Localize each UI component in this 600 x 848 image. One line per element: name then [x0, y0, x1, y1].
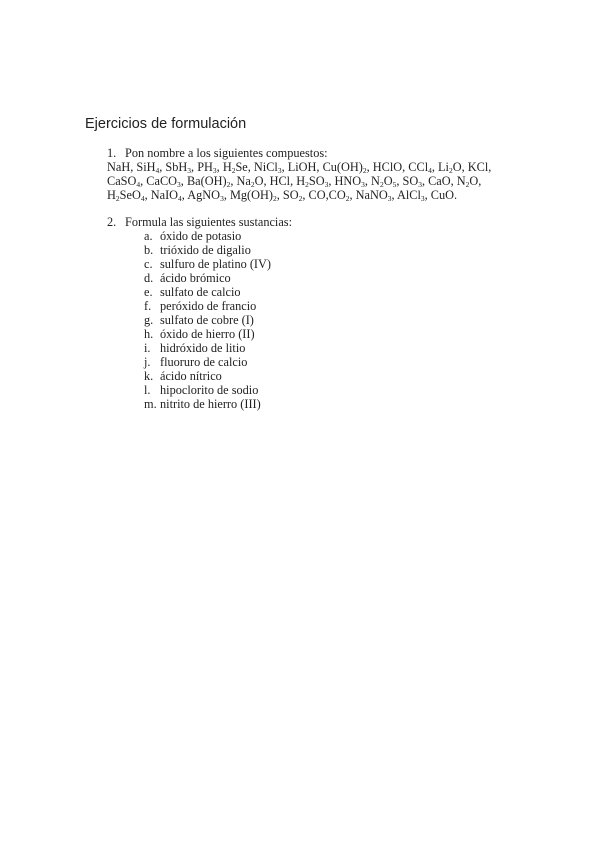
list-item [144, 327, 292, 341]
subscript: 3 [324, 180, 329, 189]
subscript: 4 [178, 194, 182, 203]
item-text: ácido nítrico [160, 369, 222, 383]
subscript: 3 [418, 180, 422, 189]
exercise-1-instruction: Pon nombre a los siguientes compuestos: [125, 146, 328, 160]
list-item [144, 285, 292, 299]
subscript: 5 [392, 180, 397, 189]
item-letter: a. [144, 229, 153, 243]
subscript: 3 [212, 166, 217, 175]
item-text: ácido brómico [160, 271, 231, 285]
subscript: 2 [305, 180, 309, 189]
list-item [144, 369, 292, 383]
item-letter: g. [144, 313, 154, 327]
item-letter: j. [144, 355, 151, 369]
subscript: 3 [387, 194, 392, 203]
item-letter: f. [144, 299, 152, 313]
item-text: trióxido de digalio [160, 243, 251, 257]
subscript: 2 [298, 194, 303, 203]
item-text: óxido de hierro (II) [160, 327, 255, 341]
subscript: 2 [273, 194, 277, 203]
subscript: 4 [155, 166, 160, 175]
list-item [144, 271, 292, 285]
subscript: 3 [361, 180, 365, 189]
list-item [144, 383, 292, 397]
list-item [144, 341, 292, 355]
list-item [144, 257, 292, 271]
item-text: peróxido de francio [160, 299, 257, 313]
list-item [144, 243, 292, 257]
item-text: nitrito de hierro (III) [160, 397, 261, 411]
item-letter: b. [144, 243, 154, 257]
subscript: 4 [140, 194, 145, 203]
item-text: sulfato de cobre (I) [160, 313, 254, 327]
item-letter: e. [144, 285, 153, 299]
item-letter: k. [144, 369, 154, 383]
item-letter: d. [144, 271, 154, 285]
subscript: 2 [226, 180, 231, 189]
item-letter: l. [144, 383, 151, 397]
compound-list [107, 160, 491, 202]
subscript: 3 [420, 194, 425, 203]
subscript: 2 [231, 166, 236, 175]
subscript: 2 [465, 180, 470, 189]
exercise-2-number: 2. [107, 215, 117, 229]
subscript: 4 [428, 166, 432, 175]
list-item [144, 299, 292, 313]
item-letter: i. [144, 341, 151, 355]
exercise-2-instruction: Formula las siguientes sustancias: [125, 215, 293, 229]
subscript: 4 [136, 180, 141, 189]
item-text: sulfuro de platino (IV) [160, 257, 271, 271]
subscript: 2 [379, 180, 384, 189]
subscript: 3 [220, 194, 224, 203]
page-title: Ejercicios de formulación [85, 116, 247, 132]
item-text: sulfato de calcio [160, 285, 241, 299]
list-item [144, 397, 292, 411]
compound-line: $H_2SeO_4$, NaIO$_4$, AgNO$_3$, $Mg(OH)_2$, $SO_2$, $CO,CO_2$, NaNO$_3$, AlCl$_3$, CuO. [107, 188, 458, 203]
list-item [144, 229, 292, 243]
subscript: 2 [345, 194, 350, 203]
item-letter: m. [144, 397, 157, 411]
subscript: 3 [187, 166, 192, 175]
subscript: 2 [362, 166, 367, 175]
item-text: hipoclorito de sodio [160, 383, 259, 397]
list-item [144, 355, 292, 369]
list-item [144, 313, 292, 327]
item-letter: h. [144, 327, 154, 341]
exercise-1-number: 1. [107, 146, 117, 160]
subscript: 3 [177, 180, 181, 189]
exercise-2-heading [107, 215, 292, 229]
substance-list [144, 229, 292, 411]
subscript: 2 [448, 166, 453, 175]
item-letter: c. [144, 257, 153, 271]
item-text: hidróxido de litio [160, 341, 246, 355]
exercise-2 [107, 215, 292, 411]
compound-line: NaH, SiH$_4$, SbH$_3$, $PH_3$, $H_2Se$, NiCl$_3$, LiOH, $Cu(OH)_2$, HClO, CCl$_4$, $Li_2O$, KCl, [107, 160, 492, 175]
compound-line: CaSO$_4$, CaCO$_3$, $Ba(OH)_2$, $Na_2O$, HCl, $H_2SO_3$, $HNO_3$, $N_2O_5$, $SO_3$, CaO, $N_2O$, [107, 174, 482, 189]
subscript: 2 [115, 194, 120, 203]
subscript: 3 [277, 166, 282, 175]
subscript: 2 [250, 180, 255, 189]
exercise-1 [107, 146, 491, 202]
item-text: óxido de potasio [160, 229, 242, 243]
item-text: fluoruro de calcio [160, 355, 248, 369]
exercise-1-heading [107, 146, 491, 160]
